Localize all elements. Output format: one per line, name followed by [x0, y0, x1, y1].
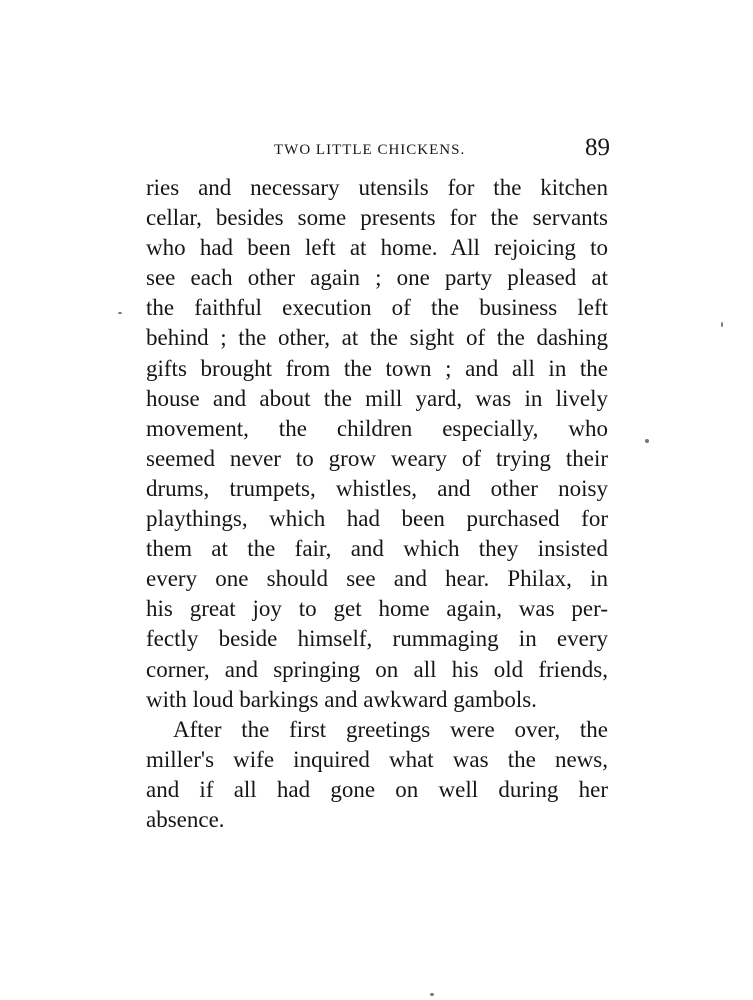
paragraph	[146, 715, 608, 835]
text-line: seemed never to grow weary of trying their	[146, 445, 608, 471]
body-text	[146, 173, 608, 835]
text-line: gifts brought from the town ; and all in the	[146, 355, 608, 381]
print-speck	[118, 312, 122, 314]
text-line: who had been left at home. All rejoicing to	[146, 235, 608, 261]
print-speck	[721, 322, 723, 327]
text-line: with loud barkings and awkward gambols.	[146, 686, 537, 712]
print-speck	[645, 439, 649, 443]
text-line: his great joy to get home again, was per-	[146, 596, 608, 622]
page-number: 89	[585, 134, 610, 161]
running-title: TWO LITTLE CHICKENS.	[274, 142, 466, 158]
text-line: the faithful execution of the business left	[146, 295, 608, 321]
text-line: playthings, which had been purchased for	[146, 506, 608, 532]
text-line: After the first greetings were over, the	[173, 716, 608, 742]
text-line: them at the fair, and which they insisted	[146, 536, 608, 562]
text-line: house and about the mill yard, was in lively	[146, 385, 608, 411]
text-line: fectly beside himself, rummaging in every	[146, 626, 608, 652]
text-line: drums, trumpets, whistles, and other noisy	[146, 475, 608, 501]
text-line: absence.	[146, 806, 225, 832]
print-speck	[430, 993, 434, 996]
text-line: movement, the children especially, who	[146, 415, 608, 441]
paragraph	[146, 173, 608, 715]
text-line: see each other again ; one party pleased at	[146, 265, 608, 291]
text-line: and if all had gone on well during her	[146, 776, 608, 802]
text-line: every one should see and hear. Philax, in	[146, 566, 608, 592]
text-line: behind ; the other, at the sight of the dashing	[146, 325, 608, 351]
text-line: ries and necessary utensils for the kitchen	[146, 175, 608, 200]
running-head	[146, 134, 612, 168]
text-line: corner, and springing on all his old friends,	[146, 656, 608, 682]
text-line: miller's wife inquired what was the news,	[146, 746, 608, 772]
text-line: cellar, besides some presents for the servants	[146, 205, 608, 231]
